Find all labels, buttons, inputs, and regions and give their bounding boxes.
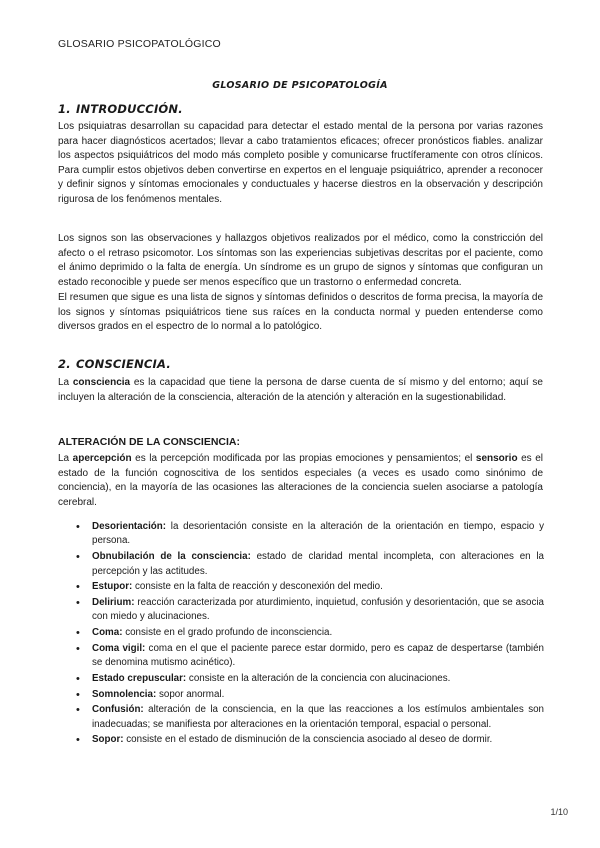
subheading-alteracion: ALTERACIÓN DE LA CONSCIENCIA: [58,436,240,448]
section-heading-introduccion [58,102,183,116]
list-item: • Sopor: consiste en el estado de disminución de la consciencia asociado al deseo de dormir. [76,734,493,747]
list-item: • Somnolencia: sopor anormal. [76,688,225,701]
term-sensorio: sensorio [475,453,518,464]
bullet-icon: • [76,581,80,594]
list-item: • Coma vigil: coma en el que el paciente parece estar dormido, pero es capaz de despertarse (también se denomina mutismo acinético). [76,642,545,669]
section-number: 2. [58,357,71,371]
consciencia-paragraph: La consciencia es la capacidad que tiene la persona de darse cuenta de sí mismo y del entorno; aquí se incluyen la alteración de la consciencia, alteración de la atención y alteración en la sugestionabilidad. [58,377,543,403]
bullet-icon: • [76,551,80,564]
bullet-icon: • [76,596,80,609]
bullet-icon: • [76,642,80,655]
term-consciencia: consciencia [72,377,131,388]
term-apercepcion: apercepción [72,453,132,464]
list-item: • Estupor: consiste en la falta de reacción y desconexión del medio. [76,581,383,594]
document-title: GLOSARIO DE PSICOPATOLOGÍA [212,80,388,91]
alteracion-paragraph: La apercepción es la percepción modificada por las propias emociones y pensamientos; el sensorio es el estado de la función cognoscitiva de los sentidos especiales (a veces es usado como sinónimo de conciencia), en la mayoría de las ocasiones las alteraciones de la conciencia suelen asociarse a patología cerebral. [58,453,543,508]
intro-paragraph-2: Los signos son las observaciones y hallazgos objetivos realizados por el médico, como la constricción del afecto o el retraso psicomotor. Los síntomas son las experiencias subjetivas descritas por el paciente, como el ánimo deprimido o la falta de energía. Un síndrome es un grupo de signos y síntomas que configuran un estado reconocible y puede ser menos específico que un trastorno o enfermedad concreta. [58,233,543,288]
section-title: CONSCIENCIA. [76,357,171,371]
intro-paragraph-3: El resumen que sigue es una lista de signos y síntomas definidos o descritos de forma precisa, la mayoría de los signos y síntomas psiquiátricos tiene sus raíces en la conducta normal y pueden entenderse como diversos grados en el espectro de lo normal a lo patológico. [58,292,543,333]
section-number: 1. [58,102,71,116]
bullet-icon: • [76,672,80,685]
bullet-icon: • [76,627,80,640]
list-item: • Desorientación: la desorientación consiste en la alteración de la orientación en tiempo, espacio y persona. [76,521,544,547]
list-item: • Obnubilación de la consciencia: estado de claridad mental incompleta, con alteraciones en la percepción y las actitudes. [76,551,544,577]
intro-paragraph-1: Los psiquiatras desarrollan su capacidad para detectar el estado mental de la persona por varias razones para hacer diagnósticos acertados; llevar a cabo tratamientos eficaces; ofrecer pronósticos fiables. analizar los aspectos psiquiátricos del modo más completo posible y comunicarse fructíferamente con otros clínicos. Para cumplir estos objetivos deben convertirse en expertos en el lenguaje psiquiátrico, aprender a reconocer y definir signos y síntomas emocionales y conductuales y hacerse diestros en la observación y descripción rigurosa de los fenómenos mentales. [58,121,543,205]
page-number: 1/10 [550,807,568,817]
list-item: • Delirium: reacción caracterizada por aturdimiento, inquietud, confusión y desorientación, que se asocia con miedo y alucinaciones. [76,596,544,623]
bullet-icon: • [76,734,80,747]
bullet-icon: • [76,704,80,717]
section-heading-consciencia [58,357,171,371]
alteraciones-list [58,520,544,749]
list-item: • Estado crepuscular: consiste en la alteración de la conciencia con alucinaciones. [76,672,451,685]
list-item: • Confusión: alteración de la consciencia, en la que las reacciones a los estímulos ambientales son inadecuadas; se manifiesta por alteraciones en la orientación temporal, espacial o personal. [76,704,544,730]
list-item: • Coma: consiste en el grado profundo de inconsciencia. [76,627,333,640]
section-title: INTRODUCCIÓN. [76,102,183,116]
bullet-icon: • [76,688,80,701]
page-header: GLOSARIO PSICOPATOLÓGICO [58,38,221,50]
bullet-icon: • [76,521,80,533]
